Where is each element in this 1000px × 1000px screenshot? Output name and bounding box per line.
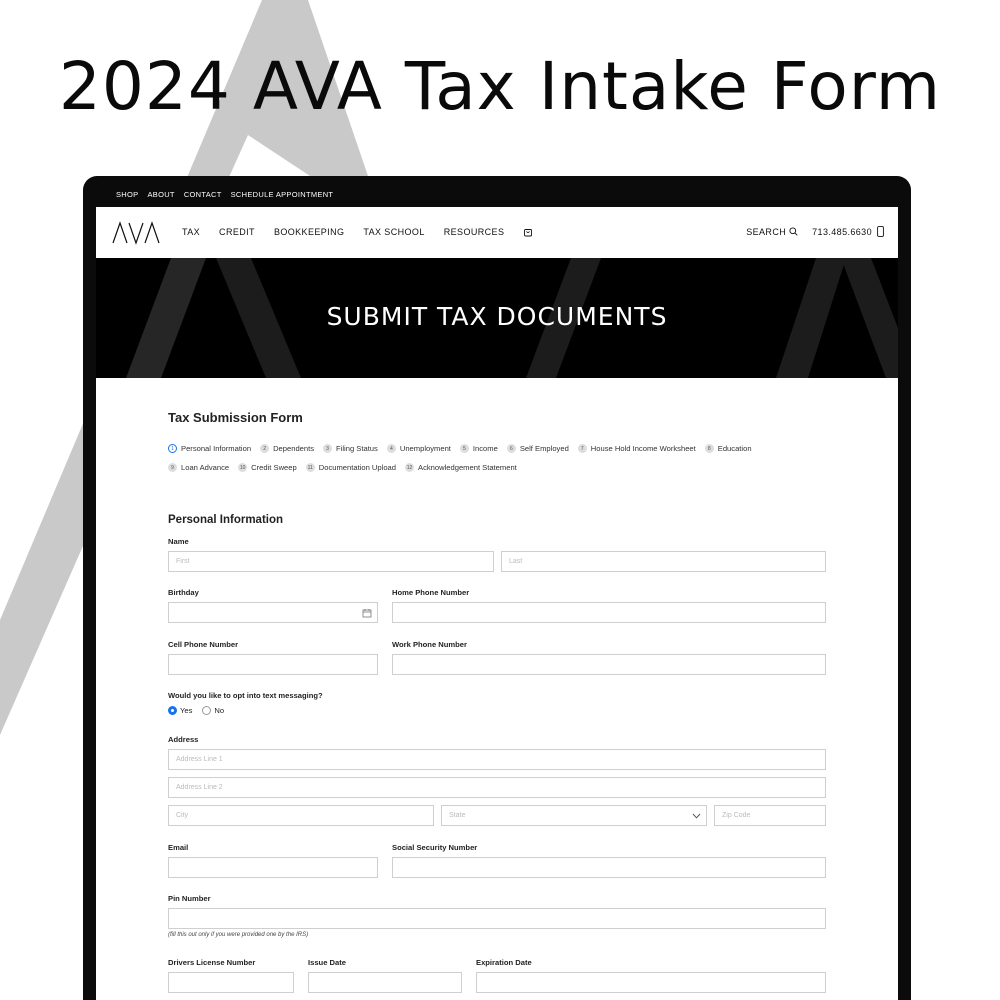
pin-input[interactable]	[168, 908, 826, 929]
step-label: Acknowledgement Statement	[418, 463, 517, 472]
work-phone-input[interactable]	[392, 654, 826, 675]
pin-label: Pin Number	[168, 894, 211, 903]
form-title: Tax Submission Form	[168, 410, 303, 425]
step-label: Documentation Upload	[318, 463, 396, 472]
step-number: 7	[578, 444, 587, 453]
state-placeholder: State	[449, 812, 466, 819]
step-item[interactable]	[238, 463, 297, 472]
last-name-input[interactable]	[501, 551, 826, 572]
address-label: Address	[168, 735, 199, 744]
step-label: Credit Sweep	[251, 463, 297, 472]
step-item[interactable]	[507, 444, 569, 453]
opt-no-label: No	[214, 706, 225, 715]
step-number: 11	[307, 464, 313, 471]
step-number: 9	[168, 463, 177, 472]
hero-title: SUBMIT TAX DOCUMENTS	[326, 302, 668, 331]
step-number: 6	[507, 444, 516, 453]
ava-logo[interactable]	[112, 221, 160, 245]
step-item[interactable]	[306, 463, 396, 472]
issue-date-label: Issue Date	[308, 958, 346, 967]
search-label: SEARCH	[746, 226, 787, 237]
topbar-link-schedule[interactable]: SCHEDULE APPOINTMENT	[230, 190, 334, 199]
dl-input[interactable]	[168, 972, 294, 993]
opt-yes-option[interactable]	[168, 706, 192, 715]
opt-no-option[interactable]	[202, 706, 224, 715]
utility-nav	[116, 190, 333, 199]
step-label: Filing Status	[336, 444, 378, 453]
main-navbar	[96, 207, 898, 258]
step-number: 8	[705, 444, 714, 453]
home-phone-input[interactable]	[392, 602, 826, 623]
chevron-down-icon	[692, 813, 701, 819]
phone-link[interactable]	[812, 226, 884, 237]
first-name-placeholder: First	[176, 558, 190, 565]
step-number: 10	[239, 464, 246, 471]
search-button[interactable]	[746, 227, 798, 237]
step-label: House Hold Income Worksheet	[590, 444, 696, 453]
step-label: Loan Advance	[181, 463, 230, 472]
step-number: 2	[260, 444, 269, 453]
step-label: Education	[717, 444, 752, 453]
email-input[interactable]	[168, 857, 378, 878]
nav-link-credit[interactable]: CREDIT	[219, 227, 255, 237]
nav-link-tax-school[interactable]: TAX SCHOOL	[363, 227, 425, 237]
step-number: 1	[168, 444, 177, 453]
city-input[interactable]	[168, 805, 434, 826]
step-label: Unemployment	[399, 444, 451, 453]
browser-frame	[83, 176, 911, 1000]
steps-row	[168, 444, 808, 453]
cart-icon[interactable]	[523, 227, 533, 237]
topbar-link-about[interactable]: ABOUT	[147, 190, 175, 199]
ssn-label: Social Security Number	[392, 843, 478, 852]
step-item[interactable]	[578, 444, 696, 453]
opt-no-radio[interactable]	[202, 706, 211, 715]
issue-date-input[interactable]	[308, 972, 462, 993]
zip-code-input[interactable]	[714, 805, 826, 826]
step-item[interactable]	[260, 444, 314, 453]
expiration-date-input[interactable]	[476, 972, 826, 993]
hero-banner	[96, 258, 898, 378]
work-phone-label: Work Phone Number	[392, 640, 467, 649]
step-number: 5	[460, 444, 469, 453]
expiration-date-label: Expiration Date	[476, 958, 532, 967]
dl-label: Drivers License Number	[168, 958, 256, 967]
phone-icon	[877, 226, 884, 237]
text-opt-label: Would you like to opt into text messaging?	[168, 691, 323, 700]
step-item[interactable]	[168, 463, 229, 472]
address-line2-input[interactable]	[168, 777, 826, 798]
step-item[interactable]	[460, 444, 498, 453]
address-line2-placeholder: Address Line 2	[176, 784, 223, 791]
calendar-icon[interactable]	[362, 608, 372, 618]
nav-link-bookkeeping[interactable]: BOOKKEEPING	[273, 227, 345, 237]
step-item[interactable]	[705, 444, 752, 453]
ssn-input[interactable]	[392, 857, 826, 878]
step-label: Dependents	[273, 444, 315, 453]
nav-right	[746, 226, 884, 237]
nav-links	[182, 227, 533, 237]
opt-yes-radio[interactable]	[168, 706, 177, 715]
step-progress	[168, 444, 808, 482]
first-name-input[interactable]	[168, 551, 494, 572]
birthday-input[interactable]	[168, 602, 378, 623]
phone-number: 713.485.6630	[812, 226, 872, 237]
opt-yes-label: Yes	[180, 706, 193, 715]
home-phone-label: Home Phone Number	[392, 588, 470, 597]
pin-hint: (fill this out only if you were provided one by the IRS)	[168, 932, 309, 938]
steps-row	[168, 463, 808, 472]
page-title: 2024 AVA Tax Intake Form	[58, 48, 942, 125]
form-area	[96, 378, 898, 1000]
step-label: Personal Information	[181, 444, 252, 453]
cell-phone-input[interactable]	[168, 654, 378, 675]
step-item[interactable]	[405, 463, 517, 472]
step-number: 4	[387, 444, 396, 453]
state-select[interactable]	[441, 805, 707, 826]
zip-code-placeholder: Zip Code	[722, 812, 751, 819]
step-number: 12	[406, 464, 413, 471]
text-opt-radio-group	[168, 706, 228, 715]
topbar-link-contact[interactable]: CONTACT	[183, 190, 222, 199]
cell-phone-label: Cell Phone Number	[168, 640, 239, 649]
search-icon	[789, 227, 798, 236]
step-number: 3	[323, 444, 332, 453]
last-name-placeholder: Last	[509, 558, 523, 565]
step-item[interactable]	[323, 444, 378, 453]
topbar-link-shop[interactable]: SHOP	[116, 190, 139, 199]
step-item[interactable]	[168, 444, 251, 453]
email-label: Email	[168, 843, 189, 852]
step-label: Self Employed	[519, 444, 569, 453]
city-placeholder: City	[176, 812, 189, 819]
address-line1-placeholder: Address Line 1	[176, 756, 223, 763]
name-label: Name	[168, 537, 189, 546]
birthday-label: Birthday	[168, 588, 199, 597]
section-title: Personal Information	[168, 514, 284, 526]
address-line1-input[interactable]	[168, 749, 826, 770]
step-label: Income	[472, 444, 498, 453]
nav-link-tax[interactable]: TAX	[182, 227, 201, 237]
nav-link-resources[interactable]: RESOURCES	[443, 227, 505, 237]
step-item[interactable]	[387, 444, 451, 453]
